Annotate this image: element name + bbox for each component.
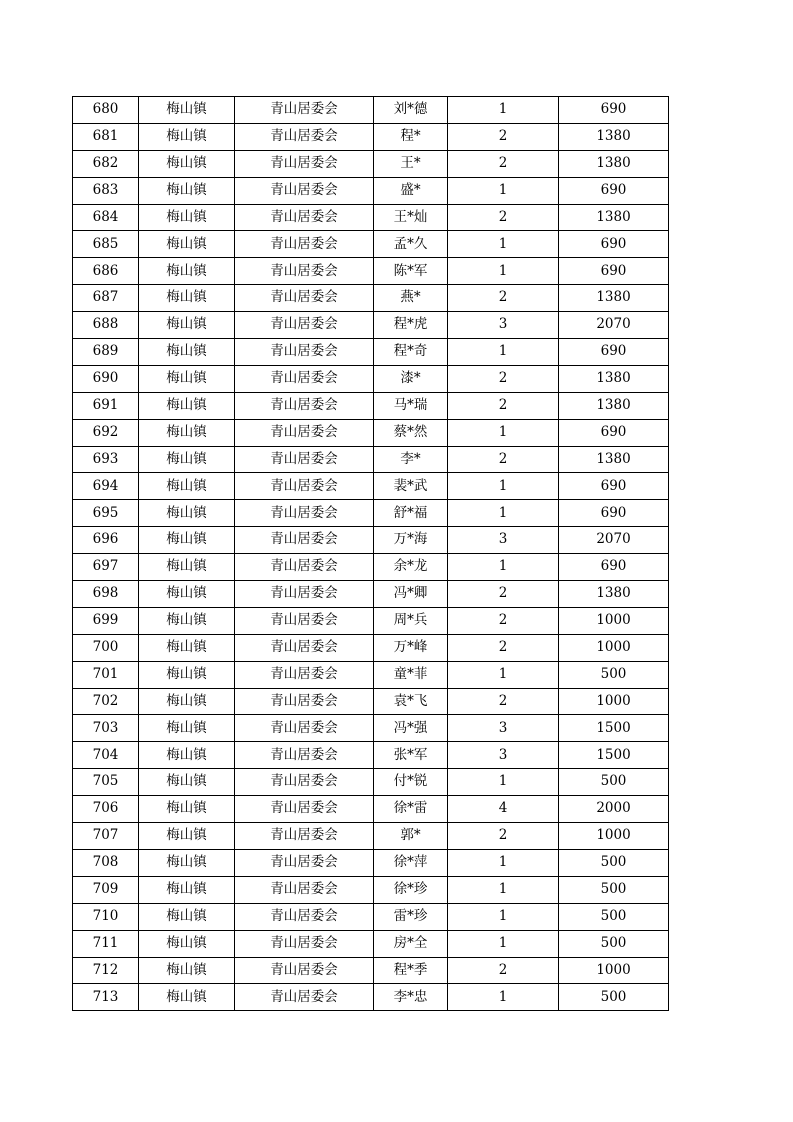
- row-number-cell: 702: [73, 688, 139, 715]
- table-row: [73, 876, 669, 903]
- committee-cell: 青山居委会: [235, 984, 374, 1011]
- name-cell: 童*菲: [374, 661, 448, 688]
- committee-cell: 青山居委会: [235, 365, 374, 392]
- household-count-cell: 4: [448, 796, 559, 823]
- committee-cell: 青山居委会: [235, 285, 374, 312]
- household-count-cell: 3: [448, 742, 559, 769]
- row-number-cell: 703: [73, 715, 139, 742]
- row-number-cell: 701: [73, 661, 139, 688]
- amount-cell: 1380: [559, 285, 669, 312]
- amount-cell: 690: [559, 419, 669, 446]
- roster-table-body: [73, 97, 669, 1011]
- committee-cell: 青山居委会: [235, 930, 374, 957]
- amount-cell: 690: [559, 554, 669, 581]
- town-cell: 梅山镇: [139, 823, 235, 850]
- row-number-cell: 709: [73, 876, 139, 903]
- household-count-cell: 1: [448, 554, 559, 581]
- row-number-cell: 707: [73, 823, 139, 850]
- table-row: [73, 634, 669, 661]
- table-row: [73, 473, 669, 500]
- table-row: [73, 365, 669, 392]
- household-count-cell: 1: [448, 500, 559, 527]
- row-number-cell: 711: [73, 930, 139, 957]
- table-row: [73, 554, 669, 581]
- table-row: [73, 285, 669, 312]
- name-cell: 徐*萍: [374, 849, 448, 876]
- amount-cell: 2000: [559, 796, 669, 823]
- town-cell: 梅山镇: [139, 554, 235, 581]
- town-cell: 梅山镇: [139, 231, 235, 258]
- amount-cell: 1000: [559, 688, 669, 715]
- name-cell: 蔡*然: [374, 419, 448, 446]
- amount-cell: 500: [559, 769, 669, 796]
- amount-cell: 1000: [559, 823, 669, 850]
- name-cell: 付*锐: [374, 769, 448, 796]
- name-cell: 余*龙: [374, 554, 448, 581]
- town-cell: 梅山镇: [139, 97, 235, 124]
- town-cell: 梅山镇: [139, 607, 235, 634]
- household-count-cell: 2: [448, 957, 559, 984]
- town-cell: 梅山镇: [139, 527, 235, 554]
- amount-cell: 500: [559, 903, 669, 930]
- amount-cell: 1000: [559, 634, 669, 661]
- table-row: [73, 446, 669, 473]
- amount-cell: 1380: [559, 204, 669, 231]
- name-cell: 王*灿: [374, 204, 448, 231]
- committee-cell: 青山居委会: [235, 607, 374, 634]
- name-cell: 万*海: [374, 527, 448, 554]
- committee-cell: 青山居委会: [235, 688, 374, 715]
- committee-cell: 青山居委会: [235, 715, 374, 742]
- row-number-cell: 704: [73, 742, 139, 769]
- town-cell: 梅山镇: [139, 446, 235, 473]
- committee-cell: 青山居委会: [235, 446, 374, 473]
- table-row: [73, 258, 669, 285]
- town-cell: 梅山镇: [139, 392, 235, 419]
- committee-cell: 青山居委会: [235, 849, 374, 876]
- name-cell: 雷*珍: [374, 903, 448, 930]
- amount-cell: 2070: [559, 527, 669, 554]
- row-number-cell: 699: [73, 607, 139, 634]
- name-cell: 程*: [374, 123, 448, 150]
- amount-cell: 1500: [559, 742, 669, 769]
- town-cell: 梅山镇: [139, 769, 235, 796]
- household-count-cell: 1: [448, 876, 559, 903]
- household-count-cell: 2: [448, 365, 559, 392]
- household-count-cell: 2: [448, 688, 559, 715]
- row-number-cell: 681: [73, 123, 139, 150]
- town-cell: 梅山镇: [139, 419, 235, 446]
- name-cell: 冯*强: [374, 715, 448, 742]
- table-row: [73, 661, 669, 688]
- name-cell: 燕*: [374, 285, 448, 312]
- name-cell: 王*: [374, 150, 448, 177]
- amount-cell: 1380: [559, 123, 669, 150]
- row-number-cell: 693: [73, 446, 139, 473]
- amount-cell: 1380: [559, 365, 669, 392]
- amount-cell: 1000: [559, 957, 669, 984]
- amount-cell: 690: [559, 177, 669, 204]
- row-number-cell: 680: [73, 97, 139, 124]
- table-row: [73, 312, 669, 339]
- name-cell: 程*虎: [374, 312, 448, 339]
- table-row: [73, 500, 669, 527]
- amount-cell: 500: [559, 984, 669, 1011]
- household-count-cell: 2: [448, 392, 559, 419]
- household-count-cell: 1: [448, 661, 559, 688]
- table-row: [73, 984, 669, 1011]
- row-number-cell: 690: [73, 365, 139, 392]
- town-cell: 梅山镇: [139, 796, 235, 823]
- name-cell: 盛*: [374, 177, 448, 204]
- amount-cell: 1380: [559, 581, 669, 608]
- name-cell: 孟*久: [374, 231, 448, 258]
- row-number-cell: 694: [73, 473, 139, 500]
- household-count-cell: 2: [448, 581, 559, 608]
- row-number-cell: 713: [73, 984, 139, 1011]
- town-cell: 梅山镇: [139, 634, 235, 661]
- committee-cell: 青山居委会: [235, 123, 374, 150]
- table-row: [73, 688, 669, 715]
- table-row: [73, 607, 669, 634]
- household-count-cell: 1: [448, 177, 559, 204]
- household-count-cell: 1: [448, 97, 559, 124]
- town-cell: 梅山镇: [139, 150, 235, 177]
- table-row: [73, 796, 669, 823]
- committee-cell: 青山居委会: [235, 312, 374, 339]
- committee-cell: 青山居委会: [235, 204, 374, 231]
- household-count-cell: 1: [448, 769, 559, 796]
- committee-cell: 青山居委会: [235, 876, 374, 903]
- row-number-cell: 688: [73, 312, 139, 339]
- row-number-cell: 683: [73, 177, 139, 204]
- household-count-cell: 1: [448, 473, 559, 500]
- row-number-cell: 687: [73, 285, 139, 312]
- committee-cell: 青山居委会: [235, 177, 374, 204]
- amount-cell: 690: [559, 339, 669, 366]
- committee-cell: 青山居委会: [235, 581, 374, 608]
- name-cell: 刘*德: [374, 97, 448, 124]
- row-number-cell: 705: [73, 769, 139, 796]
- row-number-cell: 685: [73, 231, 139, 258]
- name-cell: 徐*雷: [374, 796, 448, 823]
- household-count-cell: 1: [448, 231, 559, 258]
- committee-cell: 青山居委会: [235, 231, 374, 258]
- household-count-cell: 1: [448, 339, 559, 366]
- household-count-cell: 3: [448, 527, 559, 554]
- committee-cell: 青山居委会: [235, 419, 374, 446]
- row-number-cell: 684: [73, 204, 139, 231]
- row-number-cell: 686: [73, 258, 139, 285]
- row-number-cell: 682: [73, 150, 139, 177]
- committee-cell: 青山居委会: [235, 554, 374, 581]
- committee-cell: 青山居委会: [235, 769, 374, 796]
- town-cell: 梅山镇: [139, 285, 235, 312]
- name-cell: 李*: [374, 446, 448, 473]
- committee-cell: 青山居委会: [235, 258, 374, 285]
- table-row: [73, 150, 669, 177]
- row-number-cell: 696: [73, 527, 139, 554]
- committee-cell: 青山居委会: [235, 903, 374, 930]
- household-count-cell: 1: [448, 903, 559, 930]
- name-cell: 程*奇: [374, 339, 448, 366]
- amount-cell: 690: [559, 231, 669, 258]
- table-row: [73, 339, 669, 366]
- household-count-cell: 1: [448, 419, 559, 446]
- household-count-cell: 2: [448, 634, 559, 661]
- name-cell: 张*军: [374, 742, 448, 769]
- table-row: [73, 392, 669, 419]
- town-cell: 梅山镇: [139, 177, 235, 204]
- table-row: [73, 930, 669, 957]
- table-row: [73, 123, 669, 150]
- town-cell: 梅山镇: [139, 984, 235, 1011]
- name-cell: 房*全: [374, 930, 448, 957]
- household-count-cell: 1: [448, 930, 559, 957]
- table-row: [73, 177, 669, 204]
- household-count-cell: 2: [448, 123, 559, 150]
- table-row: [73, 204, 669, 231]
- town-cell: 梅山镇: [139, 473, 235, 500]
- committee-cell: 青山居委会: [235, 150, 374, 177]
- household-count-cell: 1: [448, 258, 559, 285]
- row-number-cell: 695: [73, 500, 139, 527]
- name-cell: 徐*珍: [374, 876, 448, 903]
- row-number-cell: 698: [73, 581, 139, 608]
- amount-cell: 500: [559, 849, 669, 876]
- committee-cell: 青山居委会: [235, 823, 374, 850]
- table-row: [73, 742, 669, 769]
- amount-cell: 690: [559, 97, 669, 124]
- table-row: [73, 419, 669, 446]
- name-cell: 马*瑞: [374, 392, 448, 419]
- roster-table: [72, 96, 669, 1011]
- household-count-cell: 2: [448, 446, 559, 473]
- amount-cell: 500: [559, 661, 669, 688]
- household-count-cell: 2: [448, 204, 559, 231]
- table-row: [73, 231, 669, 258]
- committee-cell: 青山居委会: [235, 392, 374, 419]
- town-cell: 梅山镇: [139, 500, 235, 527]
- row-number-cell: 712: [73, 957, 139, 984]
- amount-cell: 1380: [559, 392, 669, 419]
- town-cell: 梅山镇: [139, 661, 235, 688]
- committee-cell: 青山居委会: [235, 527, 374, 554]
- household-count-cell: 2: [448, 150, 559, 177]
- name-cell: 周*兵: [374, 607, 448, 634]
- row-number-cell: 700: [73, 634, 139, 661]
- amount-cell: 1500: [559, 715, 669, 742]
- town-cell: 梅山镇: [139, 849, 235, 876]
- household-count-cell: 3: [448, 715, 559, 742]
- row-number-cell: 710: [73, 903, 139, 930]
- amount-cell: 1380: [559, 150, 669, 177]
- table-row: [73, 957, 669, 984]
- committee-cell: 青山居委会: [235, 473, 374, 500]
- amount-cell: 1000: [559, 607, 669, 634]
- household-count-cell: 2: [448, 607, 559, 634]
- name-cell: 冯*卿: [374, 581, 448, 608]
- name-cell: 袁*飞: [374, 688, 448, 715]
- committee-cell: 青山居委会: [235, 796, 374, 823]
- amount-cell: 2070: [559, 312, 669, 339]
- row-number-cell: 706: [73, 796, 139, 823]
- amount-cell: 690: [559, 258, 669, 285]
- committee-cell: 青山居委会: [235, 97, 374, 124]
- committee-cell: 青山居委会: [235, 957, 374, 984]
- row-number-cell: 697: [73, 554, 139, 581]
- household-count-cell: 2: [448, 285, 559, 312]
- name-cell: 舒*福: [374, 500, 448, 527]
- amount-cell: 690: [559, 500, 669, 527]
- committee-cell: 青山居委会: [235, 500, 374, 527]
- town-cell: 梅山镇: [139, 876, 235, 903]
- household-count-cell: 1: [448, 984, 559, 1011]
- town-cell: 梅山镇: [139, 312, 235, 339]
- town-cell: 梅山镇: [139, 715, 235, 742]
- committee-cell: 青山居委会: [235, 742, 374, 769]
- table-row: [73, 903, 669, 930]
- name-cell: 万*峰: [374, 634, 448, 661]
- committee-cell: 青山居委会: [235, 339, 374, 366]
- name-cell: 漆*: [374, 365, 448, 392]
- amount-cell: 500: [559, 930, 669, 957]
- household-count-cell: 3: [448, 312, 559, 339]
- town-cell: 梅山镇: [139, 123, 235, 150]
- amount-cell: 690: [559, 473, 669, 500]
- row-number-cell: 692: [73, 419, 139, 446]
- table-row: [73, 849, 669, 876]
- table-row: [73, 581, 669, 608]
- row-number-cell: 708: [73, 849, 139, 876]
- committee-cell: 青山居委会: [235, 634, 374, 661]
- town-cell: 梅山镇: [139, 930, 235, 957]
- row-number-cell: 691: [73, 392, 139, 419]
- amount-cell: 1380: [559, 446, 669, 473]
- name-cell: 程*季: [374, 957, 448, 984]
- table-row: [73, 527, 669, 554]
- table-row: [73, 769, 669, 796]
- town-cell: 梅山镇: [139, 204, 235, 231]
- name-cell: 裴*武: [374, 473, 448, 500]
- name-cell: 陈*军: [374, 258, 448, 285]
- household-count-cell: 2: [448, 823, 559, 850]
- table-row: [73, 97, 669, 124]
- amount-cell: 500: [559, 876, 669, 903]
- town-cell: 梅山镇: [139, 339, 235, 366]
- town-cell: 梅山镇: [139, 742, 235, 769]
- household-count-cell: 1: [448, 849, 559, 876]
- town-cell: 梅山镇: [139, 581, 235, 608]
- town-cell: 梅山镇: [139, 957, 235, 984]
- committee-cell: 青山居委会: [235, 661, 374, 688]
- town-cell: 梅山镇: [139, 903, 235, 930]
- table-row: [73, 715, 669, 742]
- town-cell: 梅山镇: [139, 688, 235, 715]
- table-row: [73, 823, 669, 850]
- town-cell: 梅山镇: [139, 365, 235, 392]
- row-number-cell: 689: [73, 339, 139, 366]
- name-cell: 郭*: [374, 823, 448, 850]
- name-cell: 李*忠: [374, 984, 448, 1011]
- town-cell: 梅山镇: [139, 258, 235, 285]
